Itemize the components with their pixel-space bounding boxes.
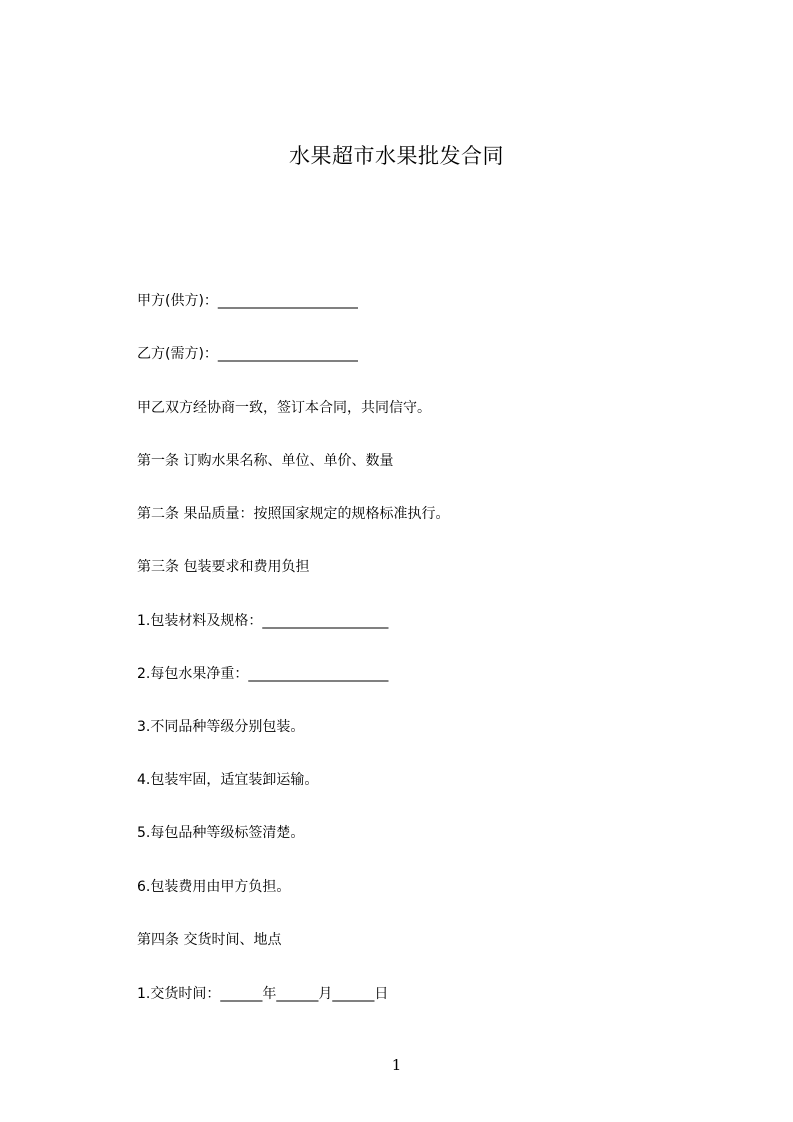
party-a-line: 甲方(供方)：____________________ xyxy=(137,293,358,309)
article-3-heading: 第三条 包装要求和费用负担 xyxy=(137,559,310,575)
page-number: 1 xyxy=(391,1056,402,1074)
separate-packing-line: 3.不同品种等级分别包装。 xyxy=(137,719,305,735)
net-weight-line: 2.每包水果净重：____________________ xyxy=(137,666,389,682)
article-1-heading: 第一条 订购水果名称、单位、单价、数量 xyxy=(137,453,394,469)
party-b-line: 乙方(需方)：____________________ xyxy=(137,346,358,362)
packaging-cost-line: 6.包装费用由甲方负担。 xyxy=(137,879,291,895)
packaging-material-line: 1.包装材料及规格：__________________ xyxy=(137,613,389,629)
delivery-time-line: 1.交货时间：______年______月______日 xyxy=(137,986,389,1002)
article-4-heading: 第四条 交货时间、地点 xyxy=(137,932,282,948)
document-title: 水果超市水果批发合同 xyxy=(289,144,504,168)
secure-packing-line: 4.包装牢固，适宜装卸运输。 xyxy=(137,772,319,788)
article-2-heading: 第二条 果品质量：按照国家规定的规格标准执行。 xyxy=(137,506,450,522)
label-line: 5.每包品种等级标签清楚。 xyxy=(137,825,305,841)
agreement-statement: 甲乙双方经协商一致，签订本合同，共同信守。 xyxy=(137,400,431,416)
